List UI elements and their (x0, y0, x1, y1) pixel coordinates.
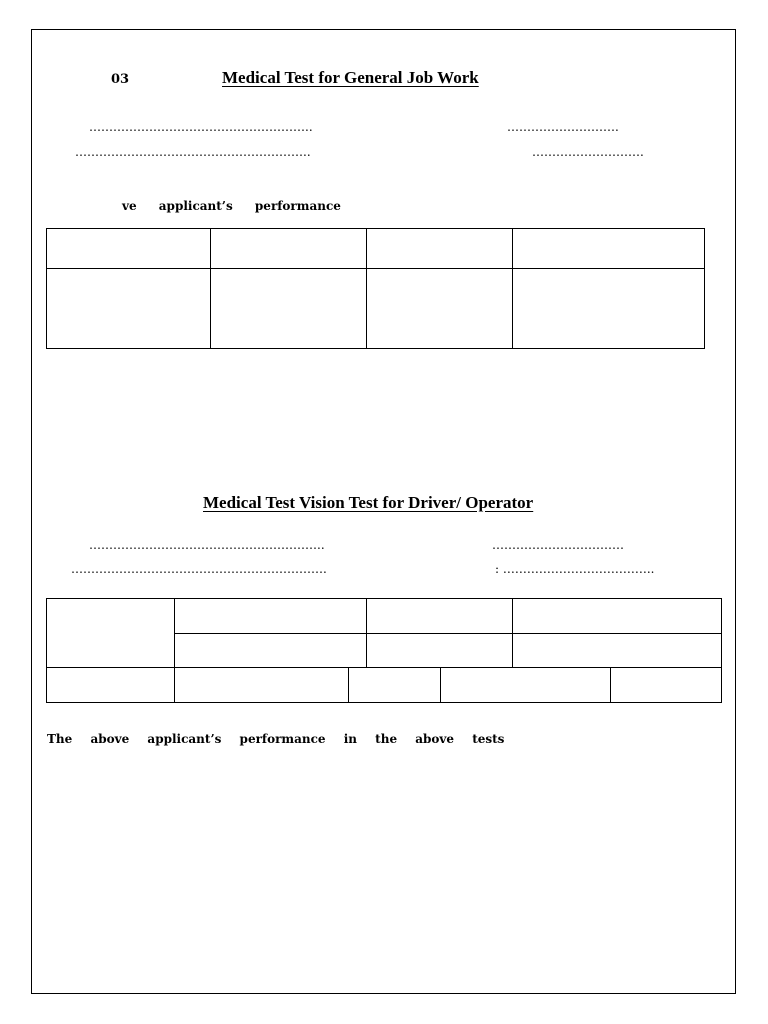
table-cell[interactable] (367, 269, 513, 349)
section-title-general-job-work: Medical Test for General Job Work (222, 68, 479, 87)
table-cell[interactable] (175, 599, 367, 634)
table-header-row (47, 229, 705, 269)
fill-in-line[interactable]: ………………………………………………………. (71, 562, 327, 576)
vision-test-table-bottom-row (46, 667, 722, 703)
table-cell[interactable] (367, 229, 513, 269)
table-cell[interactable] (211, 269, 367, 349)
fill-in-line[interactable]: ……………………………………………….. (89, 120, 313, 134)
table-cell[interactable] (47, 667, 175, 702)
table-cell[interactable] (47, 269, 211, 349)
table-cell[interactable] (47, 229, 211, 269)
table-cell[interactable] (513, 634, 722, 668)
table-row (47, 599, 722, 634)
form-number: 03 (111, 72, 130, 87)
table-cell[interactable] (47, 599, 175, 668)
table-cell[interactable] (441, 667, 611, 702)
fill-in-line[interactable]: ………………………. (532, 145, 644, 159)
table-row (47, 667, 722, 702)
vision-test-table (46, 598, 722, 668)
table-cell[interactable] (211, 229, 367, 269)
performance-caption: ve applicant’s performance (122, 199, 341, 213)
table-cell[interactable] (367, 634, 513, 668)
table-row (47, 269, 705, 349)
fill-in-line[interactable]: : ……………………………….. (495, 562, 655, 576)
table-cell[interactable] (349, 667, 441, 702)
fill-in-line[interactable]: ………………………………………………….. (75, 145, 311, 159)
table-cell[interactable] (513, 229, 705, 269)
section-title-driver-operator: Medical Test Vision Test for Driver/ Operator (203, 493, 534, 512)
table-cell[interactable] (611, 667, 722, 702)
table-cell[interactable] (175, 667, 349, 702)
table-cell[interactable] (175, 634, 367, 668)
table-cell[interactable] (513, 599, 722, 634)
fill-in-line[interactable]: ………………………. (507, 120, 619, 134)
fill-in-line[interactable]: …………………………… (492, 538, 624, 552)
table-cell[interactable] (367, 599, 513, 634)
applicant-performance-statement: The above applicant’s performance in the above tests (47, 732, 505, 746)
general-test-table (46, 228, 705, 349)
table-cell[interactable] (513, 269, 705, 349)
fill-in-line[interactable]: ………………………………………………….. (89, 538, 325, 552)
